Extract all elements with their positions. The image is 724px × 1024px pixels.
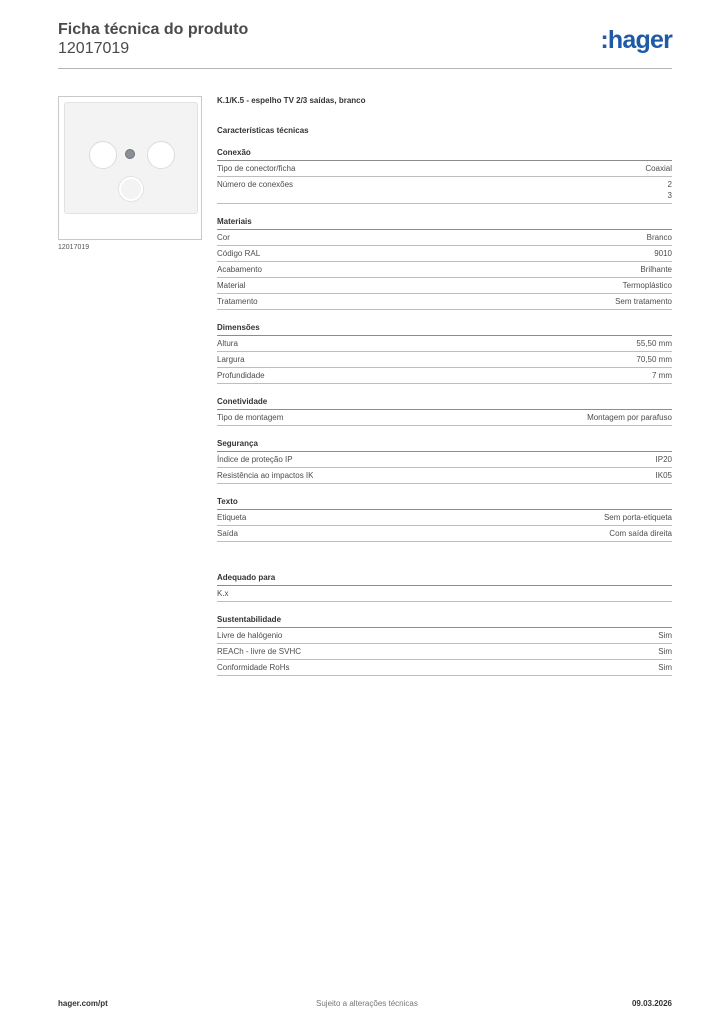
spec-row (217, 628, 672, 644)
spec-row (217, 161, 672, 177)
section-title: Texto (217, 497, 672, 510)
spec-value (658, 630, 672, 641)
spec-value-line: Coaxial (645, 164, 672, 173)
spec-value-line: 3 (667, 191, 672, 200)
product-name: K.1/K.5 - espelho TV 2/3 saídas, branco (217, 96, 366, 105)
spec-value-line: Sem tratamento (615, 297, 672, 306)
spec-label: Cor (217, 233, 230, 242)
spec-value-line: Sem porta-etiqueta (603, 513, 672, 522)
section-spacer (217, 555, 672, 573)
spec-row (217, 336, 672, 352)
product-code: 12017019 (58, 40, 130, 57)
socket-bottom-icon (119, 177, 143, 201)
spec-value-line: IP20 (655, 455, 672, 464)
spec-label: Conformidade RoHs (217, 663, 290, 672)
spec-value-line: 7 mm (652, 371, 672, 380)
spec-row (217, 644, 672, 660)
spec-value-line: 9010 (654, 249, 672, 258)
spec-label: Profundidade (217, 371, 265, 380)
spec-value (640, 264, 672, 275)
spec-label: Altura (217, 339, 238, 348)
spec-row (217, 352, 672, 368)
spec-row (217, 468, 672, 484)
spec-section (217, 397, 672, 426)
spec-value-line: Sim (658, 647, 672, 656)
spec-row (217, 586, 672, 602)
footer-website: hager.com/pt (58, 999, 108, 1008)
spec-section (217, 615, 672, 676)
spec-label: Tratamento (217, 297, 258, 306)
page-header (58, 20, 248, 58)
spec-row (217, 177, 672, 204)
spec-row (217, 452, 672, 468)
spec-value-line: Brilhante (640, 265, 672, 274)
technical-characteristics-heading: Características técnicas (217, 126, 309, 135)
section-title: Conetividade (217, 397, 672, 410)
spec-label: Etiqueta (217, 513, 247, 522)
section-title: Sustentabilidade (217, 615, 672, 628)
spec-value (645, 163, 672, 174)
section-title: Materiais (217, 217, 672, 230)
tv-socket-plate-image (64, 102, 198, 214)
spec-label: Resistência ao impactos IK (217, 471, 314, 480)
footer-note: Sujeito a alterações técnicas (316, 999, 418, 1008)
spec-value (636, 338, 672, 349)
spec-section (217, 497, 672, 542)
spec-value (623, 280, 672, 291)
spec-label: Livre de halógenio (217, 631, 283, 640)
spec-section (217, 573, 672, 602)
socket-right-icon (147, 141, 175, 169)
spec-row (217, 368, 672, 384)
spec-sections (217, 148, 672, 676)
spec-label: Saída (217, 529, 238, 538)
footer-date: 09.03.2026 (631, 999, 672, 1008)
spec-label: Código RAL (217, 249, 261, 258)
spec-value (656, 470, 672, 481)
spec-value-line: Sim (658, 631, 672, 640)
spec-value (654, 248, 672, 259)
spec-value (652, 370, 672, 381)
spec-row (217, 294, 672, 310)
section-title: Conexão (217, 148, 672, 161)
spec-value-line: Montagem por parafuso (587, 413, 672, 422)
spec-value-line: IK05 (655, 471, 672, 480)
socket-center-icon (125, 149, 135, 159)
spec-label: Índice de proteção IP (217, 455, 293, 464)
document-title: Ficha técnica do produto (58, 21, 249, 38)
image-caption: 12017019 (58, 244, 90, 251)
spec-label: REACh - livre de SVHC (217, 647, 302, 656)
spec-label: Número de conexões (217, 180, 294, 189)
spec-row (217, 246, 672, 262)
section-title: Segurança (217, 439, 672, 452)
spec-row (217, 262, 672, 278)
spec-value (668, 179, 672, 201)
spec-value (656, 454, 672, 465)
hager-logo: :hager (600, 26, 672, 54)
product-image (58, 96, 202, 240)
spec-label: K.x (217, 589, 229, 598)
spec-value-line: Sim (658, 663, 672, 672)
spec-section (217, 323, 672, 384)
spec-value-line: 55,50 mm (636, 339, 672, 348)
section-title: Adequado para (217, 573, 672, 586)
spec-label: Tipo de montagem (217, 413, 284, 422)
spec-section (217, 148, 672, 204)
spec-label: Tipo de conector/ficha (217, 164, 296, 173)
spec-label: Material (217, 281, 246, 290)
spec-value (609, 528, 672, 539)
spec-value (587, 412, 672, 423)
spec-label: Largura (217, 355, 245, 364)
spec-section (217, 439, 672, 484)
spec-row (217, 510, 672, 526)
spec-row (217, 660, 672, 676)
spec-content (217, 96, 672, 689)
spec-value (658, 646, 672, 657)
spec-value-line: Termoplástico (622, 281, 672, 290)
spec-value (636, 354, 672, 365)
spec-value-line: 2 (667, 180, 672, 189)
spec-value-line: 70,50 mm (636, 355, 672, 364)
spec-value (647, 232, 672, 243)
spec-value (604, 512, 672, 523)
section-title: Dimensões (217, 323, 672, 336)
spec-value (658, 662, 672, 673)
spec-value (615, 296, 672, 307)
spec-value-line: Branco (646, 233, 672, 242)
spec-section (217, 217, 672, 310)
spec-row (217, 410, 672, 426)
spec-label: Acabamento (217, 265, 262, 274)
spec-value-line: Com saída direita (609, 529, 672, 538)
header-divider (58, 68, 672, 69)
spec-row (217, 278, 672, 294)
spec-row (217, 526, 672, 542)
spec-row (217, 230, 672, 246)
socket-left-icon (89, 141, 117, 169)
